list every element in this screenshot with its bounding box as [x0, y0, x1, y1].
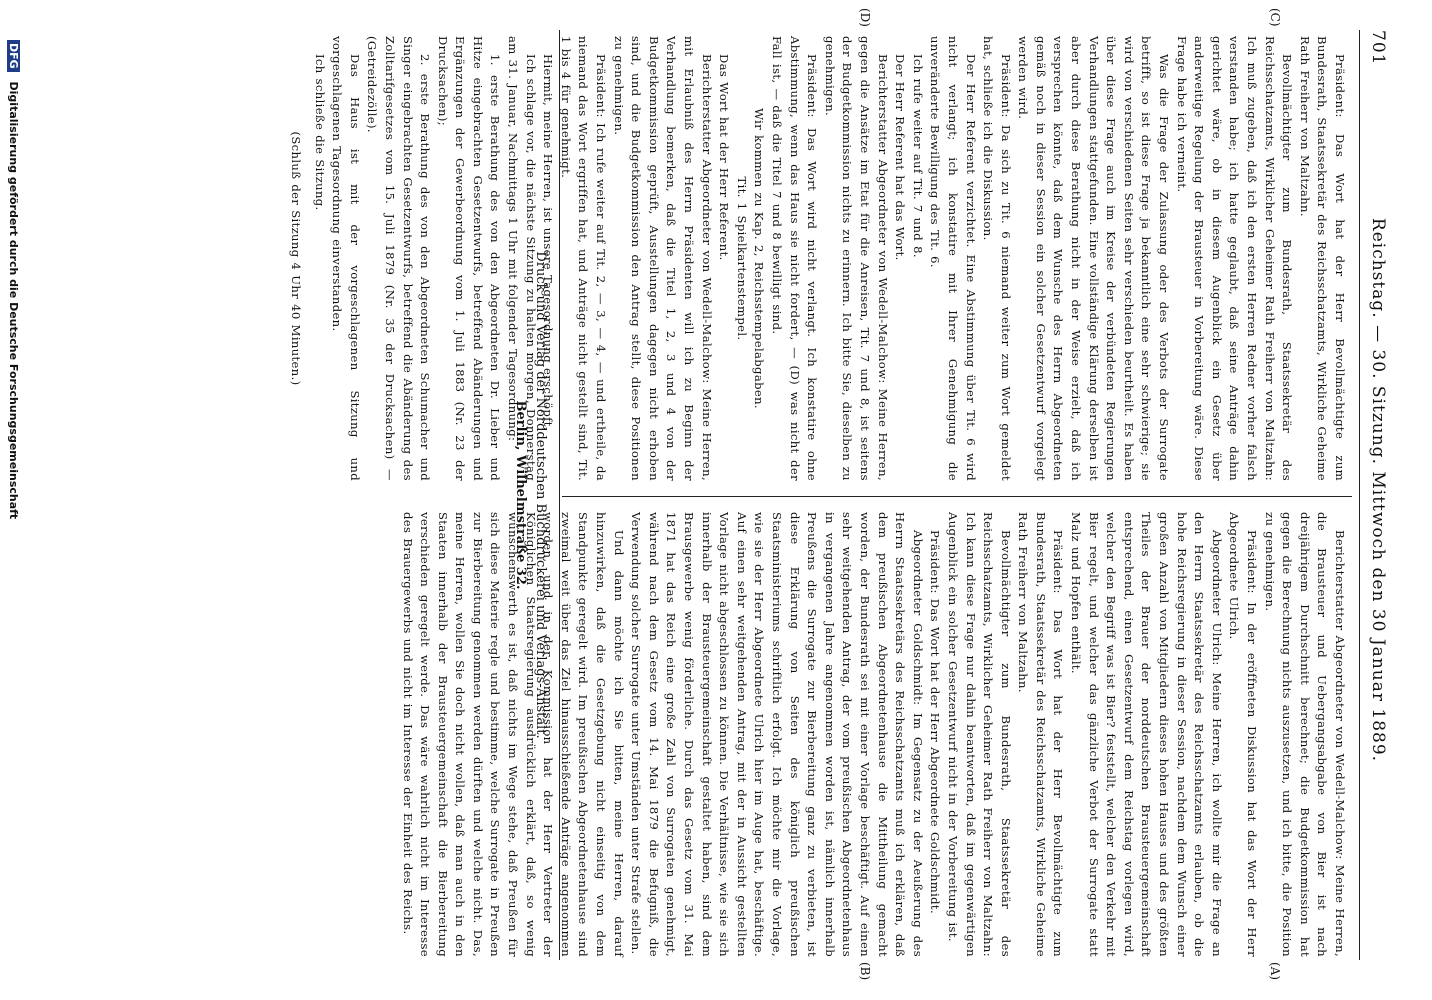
header-rule	[1359, 30, 1360, 960]
imprint-line: Druck und Verlag der Norddeutschen Buchdruckerei und Verlags-Anstalt.	[533, 251, 548, 739]
paragraph: Berichterstatter Abgeordneter von Wedell-Malchow: Meine Herren, gegen die Ansätze im Etat für die Anreisen, Tit. 7 und 8, ist seitens der Budgetkommission nichts zu erinnern. Ich bitte Sie, dieselben zu genehmigen.	[822, 36, 890, 481]
page-number: 701	[1368, 30, 1388, 66]
paragraph: Präsident: Da sich zu Tit. 6 niemand weiter zum Wort gemeldet hat, schließe ich die Diskussion.	[981, 36, 1013, 481]
paragraph: Ich schließe die Sitzung.	[312, 54, 327, 211]
margin-mark-d: (D)	[858, 8, 872, 27]
agenda-item: 2. erste Berathung des von den Abgeordneten Schumacher und Singer eingebrachten Gesetzentwurfs, betreffend die Abänderung des Zolltarifgesetzes vom 15. Juli 1879 (Nr. 35 der Drucksachen) — (Getreidezölle).	[365, 36, 433, 481]
page-header	[1362, 30, 1392, 950]
running-title: Reichstag. — 30. Sitzung. Mittwoch den 30 Januar 1889.	[1368, 217, 1388, 763]
paragraph: Ich schlage vor, die nächste Sitzung zu halten morgen, Donnerstag am 31. Januar, Nachmittags 1 Uhr mit folgender Tagesordnung:	[506, 36, 538, 481]
paragraph: Abgeordneter Ulrich: Meine Herren, ich wollte mir die Frage an den Herrn Staatssekretär des Reichsschatzamts erlauben, ob die hohe Reichsregierung in dieser Session, nachdem dem Wunsch einer großen Anzahl von Mitgliedern dieses hohen Hauses und des größten Theiles der Brauer der norddeutschen Brausteuergemeinschaft entsprechend, einen Gesetzentwurf dem Reichstag vorlegen wird, welcher den Begriff was ist Bier? feststellt, welcher den Verkehr mit Bier regelt, und welcher das gänzliche Verbot der Surrogate statt Malz und Hopfen enthält.	[1069, 512, 1224, 957]
agenda-item: 1. erste Berathung des von den Abgeordneten Dr. Lieber und Hitze eingebrachten Gesetzentwurfs, betreffend Abänderungen und Ergänzungen der Gewerbeordnung vom 1. Juli 1883 (Nr. 23 der Drucksachen);	[435, 36, 503, 481]
margin-mark-a: (A)	[1268, 962, 1282, 981]
margin-mark-b: (B)	[858, 962, 872, 981]
paragraph: Bevollmächtigter zum Bundesrath, Staatssekretär des Reichsschatzamts, Wirklicher Geheimer Rath Freiherr von Maltzahn: Ich muß zugeben, daß ich den ersten Herren Redner vorher falsch verstanden habe; ich hatte geglaubt, daß seine Anträge dahin gerichtet wäre, ob in diesem Augenblick ein Gesetz über anderweitige Regelung der Brausteuer in Vorbereitung wäre. Diese Frage habe ich verneint.	[1174, 36, 1295, 481]
closing-note: (Schluß der Sitzung 4 Uhr 40 Minuten.)	[288, 131, 303, 386]
dfg-logo: DFG	[7, 40, 20, 72]
paragraph: Präsident: Das Wort hat der Herr Abgeordnete Goldschmidt.	[928, 530, 943, 914]
paragraph: Präsident: Das Wort hat der Herr Bevollmächtigte zum Bundesrath, Staatssekretär des Reichsschatzamts, Wirkliche Geheime Rath Freiherr von Maltzahn.	[1016, 512, 1066, 957]
imprint-line: Berlin, Wilhelmstraße 32.	[513, 400, 528, 590]
left-column	[286, 36, 1348, 481]
paragraph: Und dann möchte ich Sie bitten, meine Herren, darauf hinzuwirken, daß die Gesetzgebung nicht einseitig von dem Standpunkte geregelt wird. Im preußischen Abgeordnetenhause sind zweimal weit über das Ziel hinausschießende Anträge angenommen worden, und in der Kommission hat der Herr Vertreter der Königlichen Staatsregierung ausdrücklich erklärt, daß, so wenig wünschenswerth es ist, daß nichts im Wege stehe, daß Preußen für sich diese Materie regle und bestimme, welche Surrogate in Preußen zur Bierbereitung genommen werden dürften und welche nicht. Das, meine Herren, wollen Sie doch nicht wollen, daß man auch in den Staaten innerhalb der Brausteuergemeinschaft die Bierbereitung verschieden geregelt werde. Das wäre wahrlich nicht im Interesse des Brauergewerbs und nicht im Interesse der Einheit des Reichs.	[400, 512, 626, 957]
paragraph: Präsident: In der eröffneten Diskussion hat das Wort der Herr Abgeordnete Ulrich.	[1227, 512, 1260, 957]
paragraph: Präsident: Ich rufe weiter auf Tit. 2, — 3, — 4, — und ertheile, da niemand das Wort ergriffen hat, und Anträge nicht gestellt sind, Tit. 1 bis 4 für genehmigt.	[558, 36, 609, 481]
paragraph: Berichterstatter Abgeordneter von Wedell-Malchow: Meine Herren, mit Erlaubniß des Herrn Präsidenten will ich zu Beginn der Verhandlung bemerken, daß die Titel 1, 2, 3 und 4 von der Budgetkommission geprüft, Ausstellungen dagegen nicht erhoben sind, und die Budgetkommission den Antrag stellt, diese Positionen zu genehmigen.	[611, 36, 714, 481]
digitization-note: Digitalisierung gefördert durch die Deutsche Forschungsgemeinschaft	[7, 81, 20, 520]
paragraph: Tit. 1 Spielkartenstempel.	[734, 176, 749, 341]
column-divider	[562, 496, 1352, 497]
paragraph: Was die Frage der Zulassung oder des Verbots der Surrogate betrifft, so ist diese Frage ja bekanntlich eine sehr schwierige; sie wird von verschiedenen Seiten sehr verschieden beurtheilt. Es haben über diese Frage auch im Kreise der verbündeten Regierungen Verhandlungen stattgefunden. Eine vollständige Klärung derselben ist aber durch diese Berathung nicht in der Weise erzielt, daß ich versprechen könnte, daß dem Wunsche des Herrn Abgeordneten gemäß noch in dieser Session ein solcher Gesetzentwurf vorgelegt werden wird.	[1016, 36, 1172, 481]
paragraph: Abgeordneter Goldschmidt: Im Gegensatz zu der Aeußerung des Herrn Staatssekretärs des Reichsschatzamts muß ich erklären, daß dem preußischen Abgeordnetenhause die Mittheilung gemacht worden, der Bundesrath sei mit einer Vorlage beschäftigt. Auf einen sehr weitgehenden Antrag, der vom preußischen Abgeordnetenhaus in vergangenen Jahre angenommen worden ist, nämlich innerhalb Preußens die Surrogate zur Bierbereitung ganz zu verbieten, ist diese Erklärung von Seiten des königlich preußischen Staatsministeriums schriftlich erfolgt. Ich möchte mir die Vorlage, wie sie der Herr Abgeordnete Ulrich hier im Auge hat, beschäftige. Auf einen sehr weitgehenden Antrag, mit der in Aussicht gestellten Vorlage nicht abgeschlossen zu können. Die Verhältnisse, wie sie sich innerhalb der Brausteuergemeinschaft gestaltet haben, sind dem Brausgewerbe wenig förderliche. Durch das Gesetz vom 31. Mai 1871 hat das Reich eine große Zahl von Surrogaten genehmigt, während nach dem Gesetz vom 14. Mai 1879 die Befugniß, die Verwendung solcher Surrogate unter Umständen unter Strafe stellen.	[629, 512, 925, 957]
paragraph: Präsident: Das Wort hat der Herr Bevollmächtigte zum Bundesrath, Staatssekretär des Reichsschatzamts, Wirkliche Geheime Rath Freiherr von Maltzahn.	[1297, 36, 1347, 481]
section-heading: Wir kommen zu Kap. 2, Reichsstempelabgaben.	[752, 108, 767, 409]
paragraph: Der Herr Referent verzichtet. Eine Abstimmung über Tit. 6 wird nicht verlangt; ich konstatire mit Ihrer Genehmigung die unveränderte Bewilligung des Tit. 6.	[928, 36, 978, 481]
paragraph: Das Wort hat der Herr Referent.	[717, 54, 732, 261]
footer-rule	[559, 30, 560, 960]
paragraph: Präsident: Das Wort wird nicht verlangt. Ich konstatire ohne Abstimmung, wenn das Haus sie nicht fordert, — (D) was nicht der Fall ist, — daß die Titel 7 und 8 bewilligt sind.	[770, 36, 820, 481]
paragraph: Ich rufe weiter auf Tit. 7 und 8.	[910, 54, 925, 258]
margin-mark-c: (C)	[1268, 8, 1282, 27]
digitization-strip	[2, 0, 20, 1000]
paragraph: Das Haus ist mit der vorgeschlagenen Sitzung und vorgeschlagenen Tagesordnung einverstanden.	[330, 36, 362, 481]
paragraph: Hiermit, meine Herren, ist unsere Tagesordnung erschöpft.	[541, 54, 556, 431]
imprint	[510, 30, 550, 960]
paragraph: Bevollmächtigter zum Bundesrath, Staatssekretär des Reichsschatzamts, Wirklicher Geheimer Rath Freiherr von Maltzahn: Ich kann diese Frage nur dahin beantworten, daß im gegenwärtigen Augenblick ein solcher Gesetzentwurf nicht in der Vorbereitung ist.	[945, 512, 1013, 957]
paragraph: Berichterstatter Abgeordneter von Wedell-Malchow: Meine Herren, die Brausteuer und Uebergangsabgabe von Bier ist nach dreijährigem Durchschnitt berechnet; die Budgetkommission hat gegen die Berechnung nichts auszusetzen, und ich bitte, die Position zu genehmigen.	[1262, 512, 1347, 957]
paragraph: Der Herr Referent hat das Wort.	[893, 54, 908, 261]
